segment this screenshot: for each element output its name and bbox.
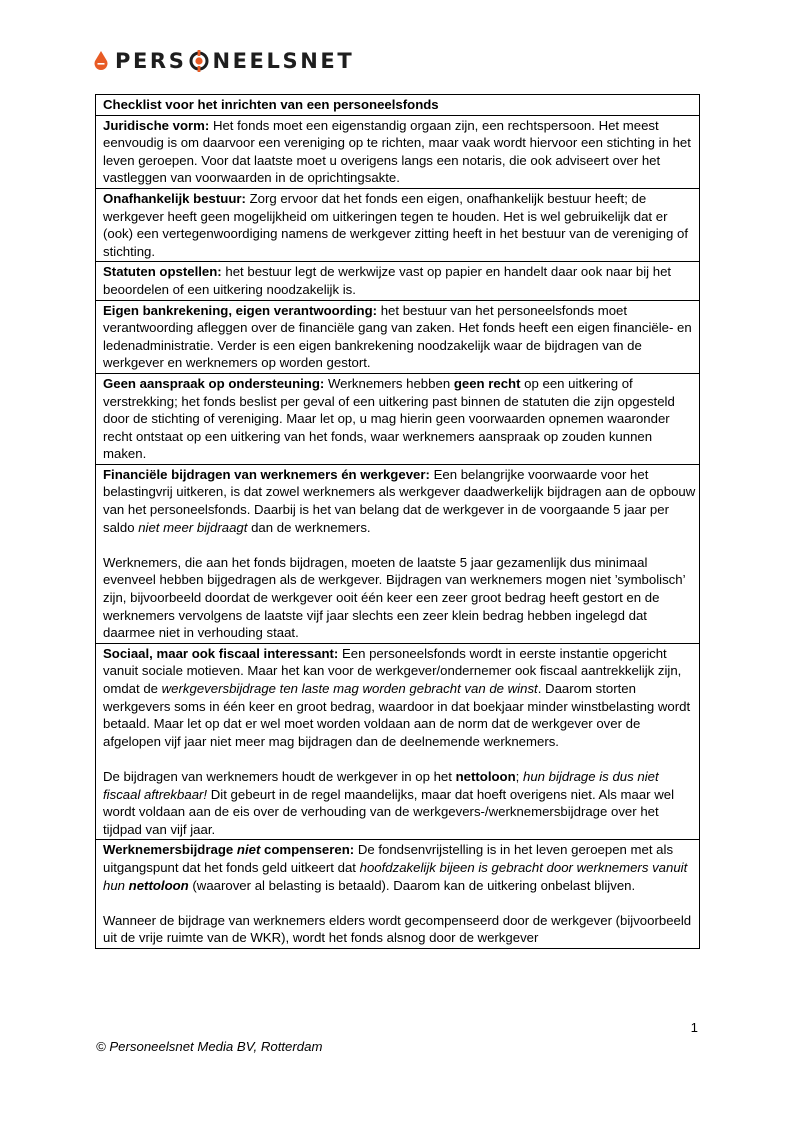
footer-copyright: © Personeelsnet Media BV, Rotterdam	[96, 1039, 323, 1054]
row-text: het bestuur van het personeelsfonds moet verantwoording afleggen over de financiële gang van zaken. Het fonds heeft een eigen financiële- en ledenadministratie. Verder is een eigen bankrekening noodzakelijk waar de bijdragen van de werkgever en werknemers op worden gestort.	[103, 302, 692, 371]
page-number: 1	[690, 1020, 698, 1035]
logo-target-icon	[188, 50, 210, 72]
row-text: Een belangrijke voorwaarde voor het belastingvrij uitkeren, is dat zowel werknemers als werkgever daadwerkelijk bijdragen aan de opbouw van het personeelsfonds. Daarbij is het van belang dat de werkgever in de voorgaande 5 jaar per saldo	[103, 466, 696, 535]
row-text: ;	[515, 768, 523, 784]
logo-text: PERS NEELSNET	[115, 49, 355, 73]
row-title-italic: niet	[236, 842, 261, 858]
checklist-table	[95, 94, 700, 949]
row-paragraph: De bijdragen van werknemers houdt de werkgever in op het	[103, 768, 456, 784]
row-paragraph: Werknemers, die aan het fonds bijdragen, moeten de laatste 5 jaar gezamenlijk dus minimaal evenveel hebben bijgedragen als de werkgever. Bijdragen van werknemers mogen niet ’symbolisch’ zijn, bijvoorbeeld doordat de werkgever ooit één keer een zeer groot bedrag heeft gestort en de werknemers vervolgens de laatste vijf jaar slechts een zeer klein bedrag hebben ingelegd dat daarmee niet in verhouding staat.	[103, 554, 686, 641]
row-title: Financiële bijdragen van werknemers én werkgever:	[103, 466, 430, 482]
row-italic: werkgeversbijdrage ten laste mag worden gebracht van de winst	[161, 681, 538, 696]
row-title: Statuten opstellen:	[103, 264, 222, 280]
row-statuten-opstellen	[96, 262, 700, 300]
row-title: Werknemersbijdrage niet compenseren:	[103, 842, 355, 858]
row-geen-aanspraak	[96, 373, 700, 464]
table-row	[96, 840, 700, 949]
row-emphasis: nettoloon	[455, 768, 516, 784]
row-italic: hoofdzakelijk bijeen is gebracht door werknemers vanuit hun	[103, 859, 688, 893]
table-row	[96, 115, 700, 188]
row-italic: niet meer bijdraagt	[138, 519, 248, 535]
row-onafhankelijk-bestuur	[96, 188, 700, 261]
row-werknemersbijdrage	[96, 840, 700, 949]
row-italic: hun bijdrage is dus niet fiscaal aftrekbaar!	[103, 768, 659, 802]
row-title: Sociaal, maar ook fiscaal interessant:	[103, 645, 339, 661]
table-row	[96, 464, 700, 643]
row-eigen-bankrekening	[96, 300, 700, 373]
row-text: (waarover al belasting is betaald). Daarom kan de uitkering onbelast blijven.	[188, 877, 636, 893]
table-header-row	[96, 95, 700, 116]
table-row	[96, 643, 700, 840]
table-row	[96, 300, 700, 373]
row-juridische-vorm	[96, 115, 700, 188]
table-row	[96, 373, 700, 464]
row-title: Eigen bankrekening, eigen verantwoording:	[103, 302, 378, 318]
row-text: Werknemers hebben	[324, 375, 454, 391]
row-paragraph: Wanneer de bijdrage van werknemers elders wordt gecompenseerd door de werkgever (bijvoorbeeld uit de vrije ruimte van de WKR), wordt het fonds alsnog door de werkgever	[103, 912, 692, 946]
row-title: Geen aanspraak op ondersteuning:	[103, 375, 325, 391]
table-row	[96, 188, 700, 261]
row-emphasis: nettoloon	[128, 877, 189, 893]
row-text: Dit gebeurt in de regel maandelijks, maar dat hoeft overigens niet. Als maar wel wordt voldaan aan de eis over de verhouding van de werkgevers-/werknemersbijdrage over het tijdpad van vijf jaar.	[103, 786, 675, 837]
row-text: Een personeelsfonds wordt in eerste instantie opgericht vanuit sociale motieven. Maar het kan voor de werkgever/ondernemer ook fiscaal aantrekkelijk zijn, omdat de	[103, 645, 682, 696]
table-header: Checklist voor het inrichten van een personeelsfonds	[96, 95, 700, 116]
row-text: op een uitkering of verstrekking; het fonds beslist per geval of een uitkering past binnen de statuten die zijn opgesteld door de stichting of vereniging. Maar let op, u mag hierin geen voorwaarden opnemen waaronder recht ontstaat op een uitkering van het fonds, waar werknemers aanspraak op zouden kunnen maken.	[103, 375, 675, 462]
row-title: Onafhankelijk bestuur:	[103, 190, 246, 206]
row-text: het bestuur legt de werkwijze vast op papier en handelt daar ook naar bij het beoordelen of een uitkering noodzakelijk is.	[103, 264, 672, 297]
row-title: Juridische vorm:	[103, 117, 210, 133]
paragraph-gap	[103, 536, 696, 554]
table-row	[96, 262, 700, 300]
row-emphasis: geen recht	[453, 375, 521, 391]
row-text: De fondsenvrijstelling is in het leven geroepen met als uitgangspunt dat het fonds geld uitkeert dat	[103, 842, 674, 875]
row-sociaal-fiscaal	[96, 643, 700, 840]
paragraph-gap	[103, 750, 696, 768]
row-text: Het fonds moet een eigenstandig orgaan zijn, een rechtspersoon. Het meest eenvoudig is om daarvoor een vereniging op te richten, maar vaak wordt hiervoor een stichting in het leven geroepen. Voor dat laatste moet u overigens langs een notaris, die ook adviseert over het vastleggen van voorwaarden in de oprichtingsakte.	[103, 117, 691, 186]
paragraph-gap	[103, 894, 696, 912]
logo-drop-icon	[93, 50, 109, 72]
personeelsnet-logo	[93, 48, 354, 74]
row-text: . Daarom storten werkgevers soms in één keer en groot bedrag, waardoor in dat boekjaar minder winstbelasting wordt betaald. Maar let op dat er wel moet worden voldaan aan de norm dat de werkgever over de afgelopen vijf jaar niet meer mag bijdragen dan de deelnemende werknemers.	[103, 681, 691, 749]
row-text: Zorg ervoor dat het fonds een eigen, onafhankelijk bestuur heeft; de werkgever heeft geen mogelijkheid om uitkeringen tegen te houden. Het is wel gebruikelijk dat er (ook) een vertegenwoordiging namens de werkgever zitting heeft in het bestuur van de vereniging of stichting.	[103, 190, 689, 259]
row-text: dan de werknemers.	[247, 519, 371, 535]
row-financiele-bijdragen	[96, 464, 700, 643]
